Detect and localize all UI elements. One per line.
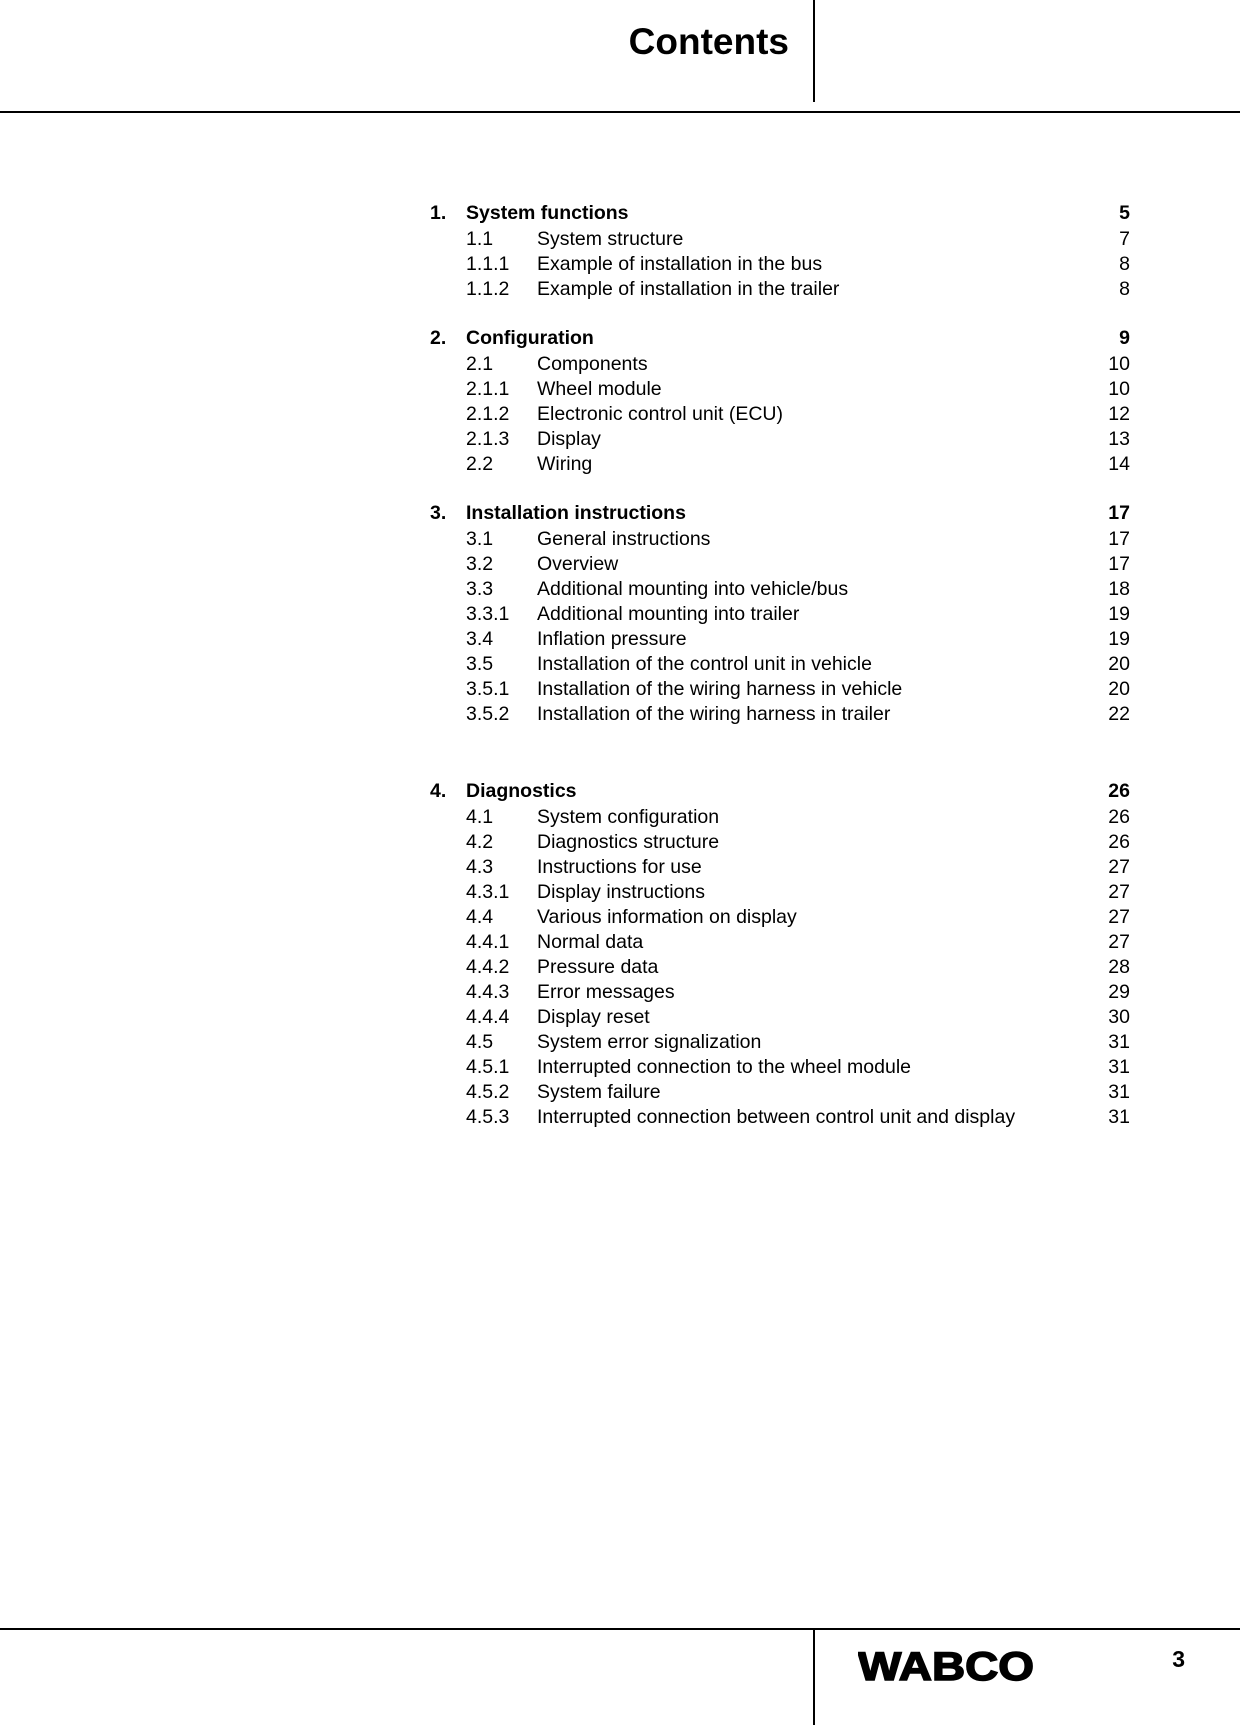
toc-page-number: 26 xyxy=(1108,780,1130,802)
toc-entry-number: 3.5.2 xyxy=(466,703,510,725)
toc-section-heading[interactable] xyxy=(430,200,1130,227)
table-of-contents xyxy=(430,200,1130,1130)
toc-section-number: 3. xyxy=(430,502,447,524)
toc-page-number: 13 xyxy=(1108,428,1130,450)
toc-page-number: 26 xyxy=(1108,831,1130,853)
toc-entry-title: Installation of the wiring harness in trailer xyxy=(537,703,891,725)
toc-entry-number: 4.4.1 xyxy=(466,931,510,953)
toc-entry[interactable] xyxy=(430,855,1130,880)
wabco-logo xyxy=(858,1649,1034,1683)
toc-entry[interactable] xyxy=(430,252,1130,277)
toc-entry-title: Electronic control unit (ECU) xyxy=(537,403,783,425)
toc-page-number: 27 xyxy=(1108,931,1130,953)
toc-page-number: 10 xyxy=(1108,353,1130,375)
toc-section-heading[interactable] xyxy=(430,325,1130,352)
toc-page-number: 10 xyxy=(1108,378,1130,400)
toc-entry-title: Pressure data xyxy=(537,956,659,978)
toc-page-number: 19 xyxy=(1108,603,1130,625)
toc-entry-title: System configuration xyxy=(537,806,720,828)
toc-section-4 xyxy=(430,778,1130,1130)
toc-page-number: 7 xyxy=(1119,228,1130,250)
toc-section-3 xyxy=(430,500,1130,727)
toc-entry-title: Installation of the control unit in vehicle xyxy=(537,653,872,675)
toc-entry-title: Diagnostics structure xyxy=(537,831,720,853)
toc-page-number: 17 xyxy=(1108,528,1130,550)
toc-entry-number: 4.5.1 xyxy=(466,1056,510,1078)
toc-entry-title: Display instructions xyxy=(537,881,705,903)
toc-section-number: 4. xyxy=(430,780,447,802)
toc-section-1 xyxy=(430,200,1130,302)
toc-entry[interactable] xyxy=(430,1055,1130,1080)
toc-page-number: 8 xyxy=(1119,278,1130,300)
toc-entry-number: 4.4.4 xyxy=(466,1006,510,1028)
toc-entry-number: 4.2 xyxy=(466,831,494,853)
toc-page-number: 8 xyxy=(1119,253,1130,275)
toc-page-number: 30 xyxy=(1108,1006,1130,1028)
toc-entry-number: 4.1 xyxy=(466,806,494,828)
toc-entry[interactable] xyxy=(430,577,1130,602)
toc-page-number: 17 xyxy=(1108,502,1130,524)
toc-entry[interactable] xyxy=(430,805,1130,830)
toc-entry-title: Instructions for use xyxy=(537,856,702,878)
toc-entry-title: Interrupted connection to the wheel module xyxy=(537,1056,911,1078)
toc-entry-number: 3.5.1 xyxy=(466,678,510,700)
toc-section-title: Installation instructions xyxy=(466,502,686,524)
toc-entry[interactable] xyxy=(430,227,1130,252)
toc-entry-number: 1.1.2 xyxy=(466,278,510,300)
toc-entry-title: Display reset xyxy=(537,1006,650,1028)
toc-entry-number: 4.4 xyxy=(466,906,494,928)
logo-text: WABCO xyxy=(858,1649,1034,1683)
toc-page-number: 29 xyxy=(1108,981,1130,1003)
toc-section-title: Diagnostics xyxy=(466,780,577,802)
toc-entry-number: 1.1 xyxy=(466,228,494,250)
toc-page-number: 20 xyxy=(1108,653,1130,675)
toc-entry[interactable] xyxy=(430,1005,1130,1030)
toc-entry-number: 3.3 xyxy=(466,578,494,600)
toc-page-number: 27 xyxy=(1108,856,1130,878)
toc-entry-title: System error signalization xyxy=(537,1031,762,1053)
toc-entry-title: Error messages xyxy=(537,981,675,1003)
toc-page-number: 31 xyxy=(1108,1081,1130,1103)
toc-entry[interactable] xyxy=(430,677,1130,702)
toc-entry-number: 4.4.2 xyxy=(466,956,510,978)
toc-section-heading[interactable] xyxy=(430,778,1130,805)
toc-entry[interactable] xyxy=(430,980,1130,1005)
toc-entry-title: Display xyxy=(537,428,601,450)
toc-entry[interactable] xyxy=(430,652,1130,677)
toc-entry-number: 2.1.1 xyxy=(466,378,510,400)
footer-divider-horizontal xyxy=(0,1628,1240,1630)
toc-page-number: 31 xyxy=(1108,1031,1130,1053)
toc-entry[interactable] xyxy=(430,452,1130,477)
toc-page-number: 31 xyxy=(1108,1056,1130,1078)
toc-entry-title: Wiring xyxy=(537,453,593,475)
toc-entry[interactable] xyxy=(430,402,1130,427)
toc-entry-title: Normal data xyxy=(537,931,644,953)
toc-entry[interactable] xyxy=(430,955,1130,980)
toc-entry-number: 4.5.3 xyxy=(466,1106,510,1128)
toc-entry[interactable] xyxy=(430,552,1130,577)
toc-entry-number: 4.4.3 xyxy=(466,981,510,1003)
header-divider-vertical xyxy=(813,0,815,102)
toc-entry[interactable] xyxy=(430,905,1130,930)
toc-entry-title: Inflation pressure xyxy=(537,628,687,650)
toc-page-number: 20 xyxy=(1108,678,1130,700)
toc-entry-number: 4.3 xyxy=(466,856,494,878)
toc-page-number: 26 xyxy=(1108,806,1130,828)
toc-entry-number: 3.2 xyxy=(466,553,494,575)
page-number: 3 xyxy=(1172,1646,1185,1672)
toc-entry-title: System structure xyxy=(537,228,684,250)
toc-entry[interactable] xyxy=(430,880,1130,905)
toc-entry-number: 2.1.2 xyxy=(466,403,510,425)
toc-entry[interactable] xyxy=(430,377,1130,402)
toc-entry-title: Example of installation in the trailer xyxy=(537,278,840,300)
toc-entry[interactable] xyxy=(430,627,1130,652)
toc-entry-title: Example of installation in the bus xyxy=(537,253,823,275)
toc-entry-title: System failure xyxy=(537,1081,661,1103)
toc-entry[interactable] xyxy=(430,277,1130,302)
toc-page-number: 27 xyxy=(1108,881,1130,903)
toc-entry[interactable] xyxy=(430,1030,1130,1055)
toc-entry-title: Interrupted connection between control unit and display xyxy=(537,1106,1016,1128)
toc-entry-title: Overview xyxy=(537,553,619,575)
toc-entry-number: 3.5 xyxy=(466,653,494,675)
toc-entry[interactable] xyxy=(430,527,1130,552)
page-title: Contents xyxy=(628,21,789,62)
toc-section-number: 2. xyxy=(430,327,447,349)
toc-page-number: 14 xyxy=(1108,453,1130,475)
toc-page-number: 31 xyxy=(1108,1106,1130,1128)
toc-page-number: 12 xyxy=(1108,403,1130,425)
toc-entry-number: 2.1 xyxy=(466,353,494,375)
toc-entry-title: Wheel module xyxy=(537,378,662,400)
footer-divider-vertical xyxy=(813,1630,815,1725)
toc-entry-number: 2.1.3 xyxy=(466,428,510,450)
toc-entry-title: Various information on display xyxy=(537,906,797,928)
toc-page-number: 28 xyxy=(1108,956,1130,978)
toc-section-2 xyxy=(430,325,1130,477)
toc-entry-title: Additional mounting into trailer xyxy=(537,603,800,625)
toc-entry-title: Installation of the wiring harness in vehicle xyxy=(537,678,903,700)
toc-entry[interactable] xyxy=(430,1105,1130,1130)
header-divider-horizontal xyxy=(0,111,1240,113)
toc-entry[interactable] xyxy=(430,352,1130,377)
toc-entry[interactable] xyxy=(430,830,1130,855)
toc-entry-number: 4.3.1 xyxy=(466,881,510,903)
toc-entry-title: General instructions xyxy=(537,528,711,550)
toc-entry[interactable] xyxy=(430,1080,1130,1105)
toc-entry[interactable] xyxy=(430,602,1130,627)
toc-page-number: 5 xyxy=(1119,202,1130,224)
toc-entry[interactable] xyxy=(430,427,1130,452)
toc-entry[interactable] xyxy=(430,702,1130,727)
toc-entry-number: 3.4 xyxy=(466,628,494,650)
toc-page-number: 19 xyxy=(1108,628,1130,650)
toc-entry-number: 1.1.1 xyxy=(466,253,510,275)
toc-page-number: 27 xyxy=(1108,906,1130,928)
toc-page-number: 22 xyxy=(1108,703,1130,725)
toc-entry-number: 3.3.1 xyxy=(466,603,510,625)
toc-page-number: 9 xyxy=(1119,327,1130,349)
toc-section-title: Configuration xyxy=(466,327,594,349)
toc-entry-title: Additional mounting into vehicle/bus xyxy=(537,578,849,600)
toc-entry[interactable] xyxy=(430,930,1130,955)
toc-section-heading[interactable] xyxy=(430,500,1130,527)
toc-entry-number: 4.5.2 xyxy=(466,1081,510,1103)
toc-page-number: 18 xyxy=(1108,578,1130,600)
toc-entry-number: 2.2 xyxy=(466,453,494,475)
toc-entry-number: 3.1 xyxy=(466,528,494,550)
toc-entry-number: 4.5 xyxy=(466,1031,494,1053)
toc-page-number: 17 xyxy=(1108,553,1130,575)
toc-entry-title: Components xyxy=(537,353,648,375)
toc-section-number: 1. xyxy=(430,202,447,224)
toc-section-title: System functions xyxy=(466,202,629,224)
